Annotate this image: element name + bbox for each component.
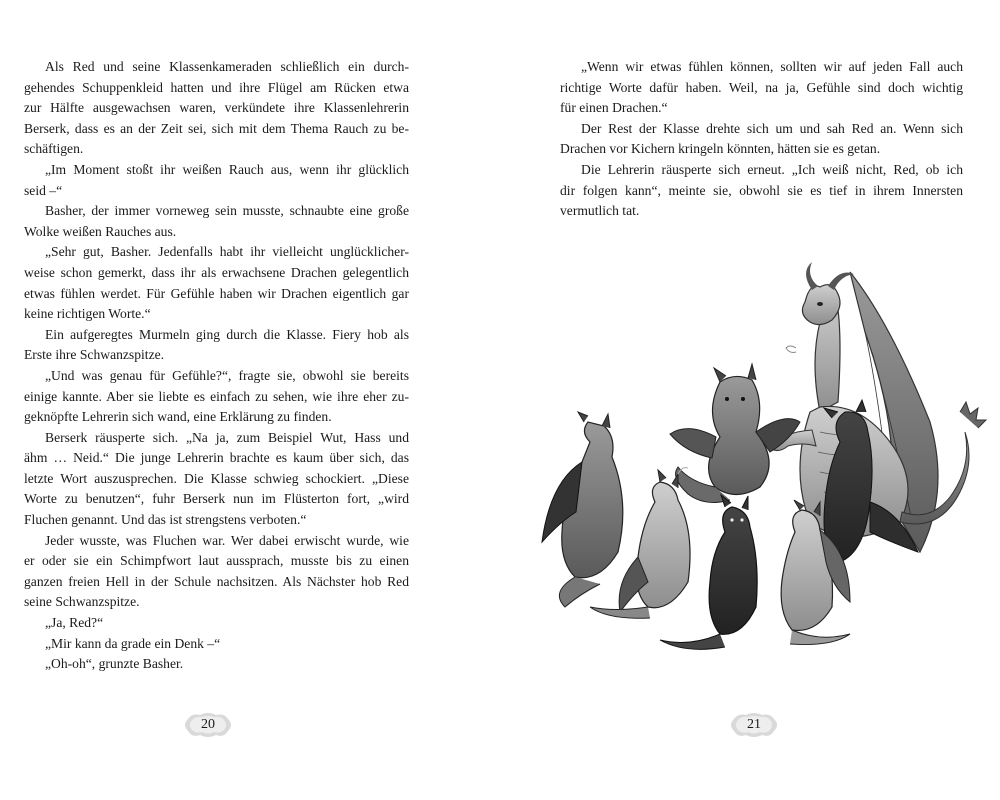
page-number-left — [182, 711, 234, 739]
left-page-text — [24, 57, 409, 675]
text-line: weise schon gemerkt, dass ihr als erwachsene Drachen gelegentlich — [24, 264, 409, 280]
page-number-right — [728, 711, 780, 739]
text-line: keine richtigen Worte.“ — [24, 306, 151, 322]
right-page — [500, 0, 1000, 800]
text-line: Als Red und seine Klassenkameraden schließlich ein durch- — [45, 59, 409, 74]
text-line: Worte zu benutzen“, fuhr Berserk nun im Flüsterton fort, „wird — [24, 491, 409, 507]
sitting-dragon-left — [542, 412, 623, 607]
text-line: „Oh-oh“, grunzte Basher. — [45, 656, 184, 672]
text-line: geknöpfte Lehrerin sich wand, eine Erklärung zu finden. — [24, 409, 332, 425]
right-page-text — [560, 57, 963, 222]
text-line: Ein aufgeregtes Murmeln ging durch die Klasse. Fiery hob als — [45, 326, 409, 342]
text-line: ganzen freien Hell in der Schule nachsitzen. Als Nächster hob Red — [24, 573, 409, 589]
text-line: Basher, der immer vorneweg sein musste, schnaubte eine große — [45, 203, 409, 219]
text-line: „Und was genau für Gefühle?“, fragte sie, obwohl sie bereits — [45, 367, 409, 383]
text-line: seine Schwanzspitze. — [24, 594, 140, 610]
dragon-class-illustration — [520, 262, 990, 662]
text-line: zur Hälfte ausgewachsen waren, verkündete ihre Klassenlehrerin — [24, 100, 409, 116]
text-line: er oder sie ein Schimpfwort laut aussprach, musste bis zu einen — [24, 553, 409, 569]
text-line: „Wenn wir etwas fühlen können, sollten wir auf jeden Fall auch — [581, 59, 963, 74]
text-line: Drachen vor Kichern kringeln könnten, hätten sie es getan. — [560, 141, 881, 157]
text-line: dir folgen kann“, meinte sie, obwohl sie es tief in ihrem Innersten — [560, 182, 963, 198]
text-line: Die Lehrerin räusperte sich erneut. „Ich weiß nicht, Red, ob ich — [581, 161, 963, 177]
text-line: seid –“ — [24, 182, 63, 198]
text-line: Erste ihre Schwanzspitze. — [24, 347, 165, 363]
page-number-text: 21 — [747, 717, 761, 732]
winged-dragon-center — [670, 364, 800, 502]
text-line: gehendes Schuppenkleid hatten und ihre Flügel am Rücken etwa — [24, 79, 409, 95]
text-line: richtige Worte dafür haben. Weil, na ja, Gefühle sind doch wichtig — [560, 79, 963, 95]
text-line: letzte Wort auszusprechen. Die Klasse schwieg schockiert. „Diese — [24, 470, 409, 486]
text-line: „Im Moment stoßt ihr weißen Rauch aus, wenn ihr glücklich — [45, 161, 409, 177]
text-line: Jeder wusste, was Fluchen war. Wer dabei erwischt wurde, wie — [45, 532, 409, 548]
text-line: Wolke weißen Rauches aus. — [24, 223, 177, 239]
text-line: ähm … Neid.“ Die junge Lehrerin brachte es kaum über sich, das — [24, 450, 409, 466]
text-line: einige kannte. Aber sie liebte es einfach zu sehen, wie ihre eher zu- — [24, 388, 409, 404]
text-line: „Mir kann da grade ein Denk –“ — [45, 635, 221, 651]
text-line: schäftigen. — [24, 141, 84, 157]
page-number-text: 20 — [201, 717, 215, 732]
text-line: vermutlich tat. — [560, 203, 640, 219]
text-line: etwas fühlen werdet. Für Gefühle haben wir Drachen eigentlich gar — [24, 285, 409, 301]
text-line: Fluchen genannt. Und das ist strengstens verboten.“ — [24, 512, 307, 528]
text-line: Berserk räusperte sich. „Na ja, zum Beispiel Wut, Hass und — [45, 429, 409, 445]
text-line: Berserk, dass es an der Zeit sei, sich mit dem Thema Rauch zu be- — [24, 120, 409, 136]
text-line: „Ja, Red?“ — [45, 615, 104, 631]
text-line: „Sehr gut, Basher. Jedenfalls habt ihr vielleicht unglücklicher- — [45, 244, 409, 260]
text-line: Der Rest der Klasse drehte sich um und sah Red an. Wenn sich — [581, 120, 963, 136]
text-line: für einen Drachen.“ — [560, 100, 668, 116]
